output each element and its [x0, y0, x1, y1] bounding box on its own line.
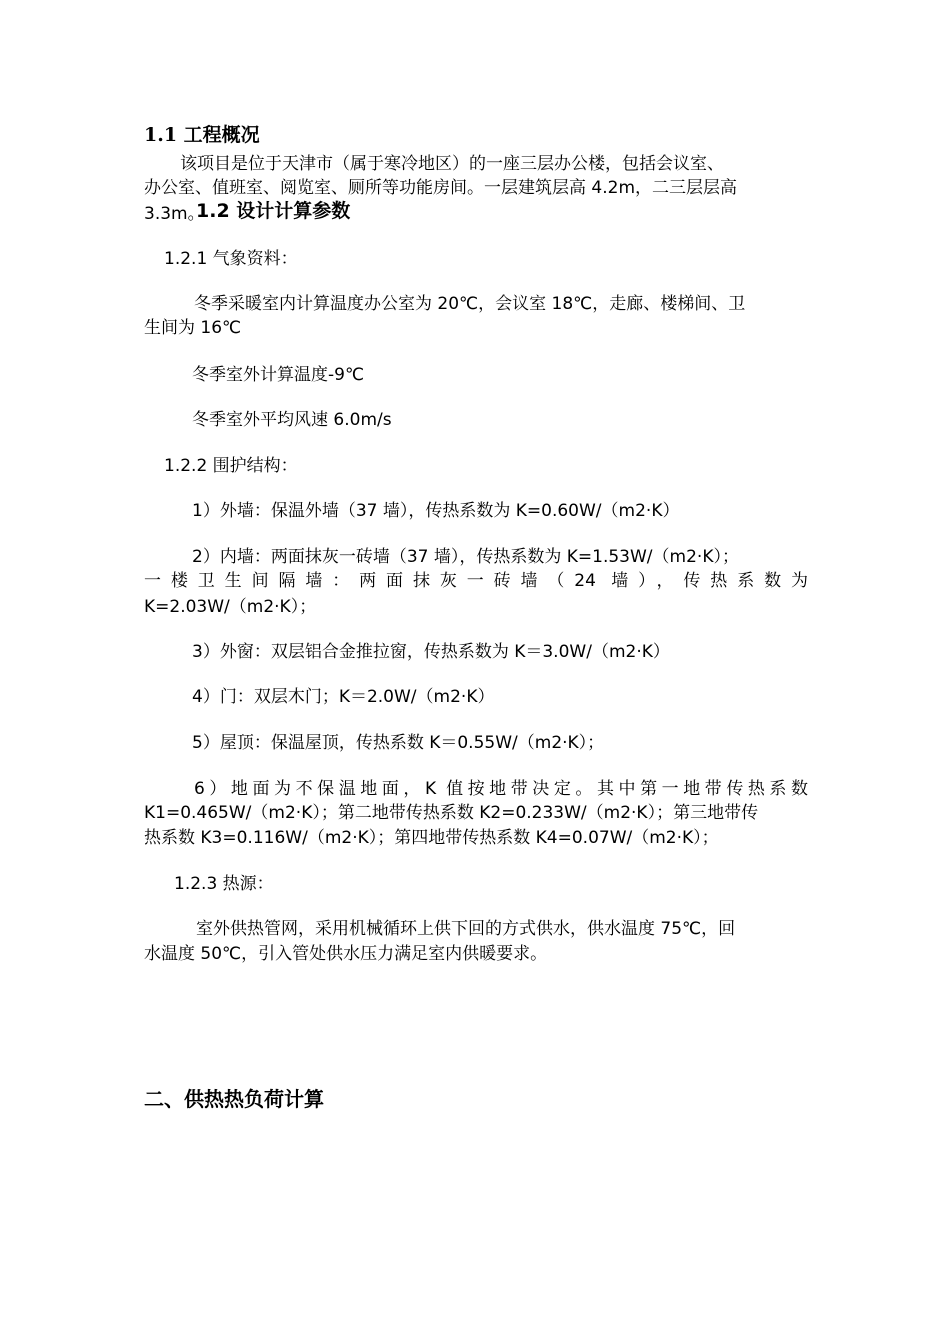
paragraph-line: 生间为 16℃: [144, 318, 242, 338]
chapter-2-heading: 二、供热热负荷计算: [144, 1087, 324, 1111]
paragraph-line: 室外供热管网，采用机械循环上供下回的方式供水，供水温度 75℃，回: [196, 919, 736, 939]
subsection-1-2-1-heading: 1.2.1 气象资料：: [164, 249, 298, 269]
section-1-2-heading: 1.2 设计计算参数: [196, 200, 351, 222]
paragraph-line: 4）门：双层木门；K＝2.0W/（m2·K）: [192, 687, 495, 707]
paragraph-line: 1）外墙：保温外墙（37 墙），传热系数为 K=0.60W/（m2·K）: [192, 501, 680, 521]
paragraph-line: 3.3m。: [144, 204, 205, 224]
paragraph-line: 热系数 K3=0.116W/（m2·K）；第四地带传热系数 K4=0.07W/（m2·K）；: [144, 828, 719, 848]
paragraph-line: K1=0.465W/（m2·K）；第二地带传热系数 K2=0.233W/（m2·K）；第三地带传: [144, 803, 759, 823]
paragraph-line: 水温度 50℃，引入管处供水压力满足室内供暖要求。: [144, 944, 548, 964]
paragraph-line: 该项目是位于天津市（属于寒冷地区）的一座三层办公楼，包括会议室、: [180, 154, 724, 174]
paragraph-line: 一楼卫生间隔墙：两面抹灰一砖墙（24 墙），传热系数为: [144, 571, 808, 591]
subsection-1-2-3-heading: 1.2.3 热源：: [174, 874, 274, 894]
paragraph-line: 5）屋顶：保温屋顶，传热系数 K＝0.55W/（m2·K）；: [192, 733, 605, 753]
paragraph-line: 6）地面为不保温地面，K 值按地带决定。其中第一地带传热系数: [194, 779, 808, 799]
paragraph-line: 2）内墙：两面抹灰一砖墙（37 墙），传热系数为 K=1.53W/（m2·K）；: [192, 547, 739, 567]
paragraph-line: 3）外窗：双层铝合金推拉窗，传热系数为 K＝3.0W/（m2·K）: [192, 642, 670, 662]
section-1-1-heading: 1.1 工程概况: [144, 124, 260, 146]
paragraph-line: 冬季室外计算温度-9℃: [192, 365, 365, 385]
paragraph-line: 冬季采暖室内计算温度办公室为 20℃，会议室 18℃，走廊、楼梯间、卫: [194, 294, 746, 314]
subsection-1-2-2-heading: 1.2.2 围护结构：: [164, 456, 298, 476]
paragraph-line: 办公室、值班室、阅览室、厕所等功能房间。一层建筑层高 4.2m，二三层层高: [144, 178, 737, 198]
paragraph-line: K=2.03W/（m2·K）；: [144, 597, 317, 617]
paragraph-line: 冬季室外平均风速 6.0m/s: [192, 410, 392, 430]
